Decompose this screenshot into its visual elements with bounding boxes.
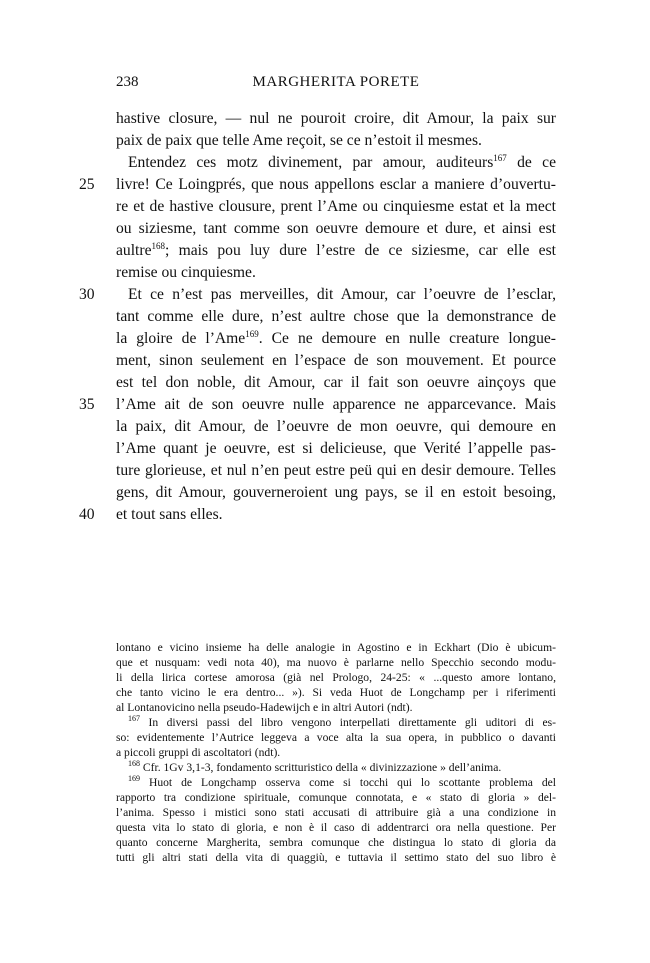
line-text-segment: Et ce n’est pas merveilles, dit Amour, car l’oeuvre de l’esclar, [128, 286, 556, 303]
line-text-segment: ; mais pou luy dure l’estre de ce siziesme, car elle est [165, 242, 556, 259]
footnotes [116, 640, 556, 865]
footnote-text [116, 835, 556, 850]
footnote-number: 168 [128, 759, 140, 769]
footnote-line [116, 730, 556, 745]
line-text-segment: remise ou cinquiesme. [116, 264, 256, 281]
footnote-reference: 169 [245, 328, 259, 339]
footnote-text-segment: In diversi passi del libro vengono interpellati direttamente gli uditori di es- [140, 716, 556, 729]
footnote-text [116, 670, 556, 685]
footnote-line [116, 745, 556, 760]
text-line [116, 262, 556, 284]
footnote-text-segment: l’anima. Spesso i mistici sono stati accusati di attribuire già a una condizione in [116, 806, 556, 819]
footnote-line [116, 640, 556, 655]
line-number: 25 [79, 176, 95, 193]
footnote-text [116, 640, 556, 655]
line-text-segment: la paix, dit Amour, de l’oeuvre de mon oeuvre, qui demoure en [116, 418, 556, 435]
footnote-text [116, 850, 556, 865]
text-line [116, 438, 556, 460]
text-line [79, 504, 556, 526]
footnote-reference: 168 [151, 240, 165, 251]
line-text [116, 218, 556, 240]
footnote-line [116, 715, 556, 730]
footnote-text [116, 775, 556, 790]
text-line [116, 482, 556, 504]
line-text-segment: Entendez ces motz divinement, par amour, auditeurs [128, 154, 494, 171]
footnote-text-segment: Huot de Longchamp osserva come si tocchi qui lo scottante problema del [140, 776, 556, 789]
line-text [116, 460, 556, 482]
line-text-segment: tant comme elle dure, n’est aultre chose que la demonstrance de [116, 308, 556, 325]
footnote-line [116, 655, 556, 670]
line-text-segment: paix de paix que telle Ame reçoit, se ce n’estoit il mesmes. [116, 132, 482, 149]
footnote-text [116, 790, 556, 805]
footnote-text [116, 805, 556, 820]
footnote-text-segment: so: evidentemente l’Autrice leggeva a voce alta la sua opera, in pubblico o davanti [116, 731, 556, 744]
footnote-text-segment: rapporto tra condizione spirituale, comunque connotata, e « stato di gloria » del- [116, 791, 556, 804]
line-text [116, 174, 556, 196]
footnote-number: 169 [128, 774, 140, 784]
line-text [116, 328, 556, 350]
footnote-text-segment: lontano e vicino insieme ha delle analogie in Agostino e in Eckhart (Dio è ubicum- [116, 641, 556, 654]
footnote-line [116, 760, 556, 775]
line-text-segment: l’Ame ait de son oeuvre nulle apparence ne apparcevance. Mais [116, 396, 556, 413]
footnote-text [116, 820, 556, 835]
text-line [116, 240, 556, 262]
text-line [79, 174, 556, 196]
line-text [116, 306, 556, 328]
footnote-line [116, 820, 556, 835]
line-text [116, 130, 556, 152]
footnote-text-segment: tutti gli altri stati della vita di quaggiù, e tuttavia il settimo stato del suo libro è [116, 851, 556, 864]
line-text [116, 482, 556, 504]
page-number: 238 [116, 74, 139, 90]
line-text-segment: . Ce ne demoure en nulle creature longue- [258, 330, 556, 347]
line-text [116, 438, 556, 460]
text-line [116, 130, 556, 152]
footnote-number: 167 [128, 714, 140, 724]
line-text-segment: gens, dit Amour, gouverneroient ung pays, se il en estoit besoing, [116, 484, 556, 501]
line-text-segment: la gloire de l’Ame [116, 330, 246, 347]
footnote-text [116, 760, 556, 775]
line-text [116, 284, 556, 306]
line-text-segment: livre! Ce Loingprés, que nous appellons esclar a maniere d’ouvertu- [116, 176, 556, 193]
line-text-segment: et tout sans elles. [116, 506, 223, 523]
text-line [116, 460, 556, 482]
text-line [116, 108, 556, 130]
line-text-segment: aultre [116, 242, 152, 259]
footnote-text [116, 685, 556, 700]
footnote-text-segment: al Lontanovicino nella pseudo-Hadewijch e in altri Autori (ndt). [116, 701, 413, 714]
line-text-segment: ou siziesme, tant comme son oeuvre demoure et dure, et ainsi est [116, 220, 556, 237]
line-number: 35 [79, 396, 95, 413]
line-number: 40 [79, 506, 95, 523]
footnote-text-segment: che tanto vicino le era dentro... »). Si veda Huot de Longchamp per i riferimenti [116, 686, 556, 699]
line-text-segment: de ce [506, 154, 557, 171]
line-number: 30 [79, 286, 95, 303]
footnote-text-segment: que et nusquam: vedi nota 40), ma nuovo è parlarne nello Specchio secondo modu- [116, 656, 556, 669]
line-text [116, 394, 556, 416]
text-line [79, 284, 556, 306]
line-text [116, 152, 556, 174]
footnote-line [116, 685, 556, 700]
line-text [116, 350, 556, 372]
footnote-text [116, 745, 556, 760]
footnote-text-segment: quanto concerne Margherita, sembra comunque che distingua lo stato di gloria da [116, 836, 556, 849]
footnote-line [116, 835, 556, 850]
line-text [116, 240, 556, 262]
footnote-text [116, 655, 556, 670]
footnote-text [116, 730, 556, 745]
footnote-reference: 167 [493, 152, 507, 163]
text-line [116, 416, 556, 438]
text-line [116, 196, 556, 218]
line-text-segment: ture glorieuse, et nul n’en peut estre peü qui en desir demoure. Telles [116, 462, 556, 479]
footnote-text [116, 700, 556, 715]
footnote-line [116, 670, 556, 685]
line-text-segment: re et de hastive clousure, prent l’Ame ou cinquiesme estat et la mect [116, 198, 556, 215]
text-line [79, 394, 556, 416]
line-text [116, 416, 556, 438]
line-text [116, 372, 556, 394]
line-text [116, 196, 556, 218]
text-line [116, 218, 556, 240]
line-text-segment: l’Ame quant je oeuvre, est si delicieuse, que Verité l’appelle pas- [116, 440, 556, 457]
text-line [116, 306, 556, 328]
line-text [116, 108, 556, 130]
main-text [79, 108, 557, 526]
footnote-text-segment: Cfr. 1Gv 3,1-3, fondamento scritturistico della « divinizzazione » dell’anima. [140, 761, 502, 774]
line-text-segment: hastive closure, — nul ne pouroit croire, dit Amour, la paix sur [116, 110, 556, 127]
footnote-line [116, 775, 556, 790]
line-text [116, 262, 556, 284]
running-title: MARGHERITA PORETE [252, 74, 420, 90]
line-text [116, 504, 556, 526]
footnote-line [116, 850, 556, 865]
footnote-text [116, 715, 556, 730]
footnote-line [116, 700, 556, 715]
footnote-text-segment: a piccoli gruppi di ascoltatori (ndt). [116, 746, 281, 759]
footnote-line [116, 790, 556, 805]
line-text-segment: est tel don noble, dit Amour, car il fait son oeuvre ainçoys que [116, 374, 556, 391]
footnote-text-segment: li della lirica cortese amorosa (già nel Prologo, 24-25: « ...questo amore lontano, [116, 671, 556, 684]
text-line [116, 328, 556, 350]
text-line [116, 152, 556, 174]
text-line [116, 350, 556, 372]
line-text-segment: ment, sinon seulement en l’espace de son mouvement. Et pource [116, 352, 556, 369]
footnote-line [116, 805, 556, 820]
footnote-text-segment: questa vita lo stato di gloria, e non è il caso di addentrarci ora nella questione. Per [116, 821, 556, 834]
text-line [116, 372, 556, 394]
page-header [116, 74, 556, 94]
